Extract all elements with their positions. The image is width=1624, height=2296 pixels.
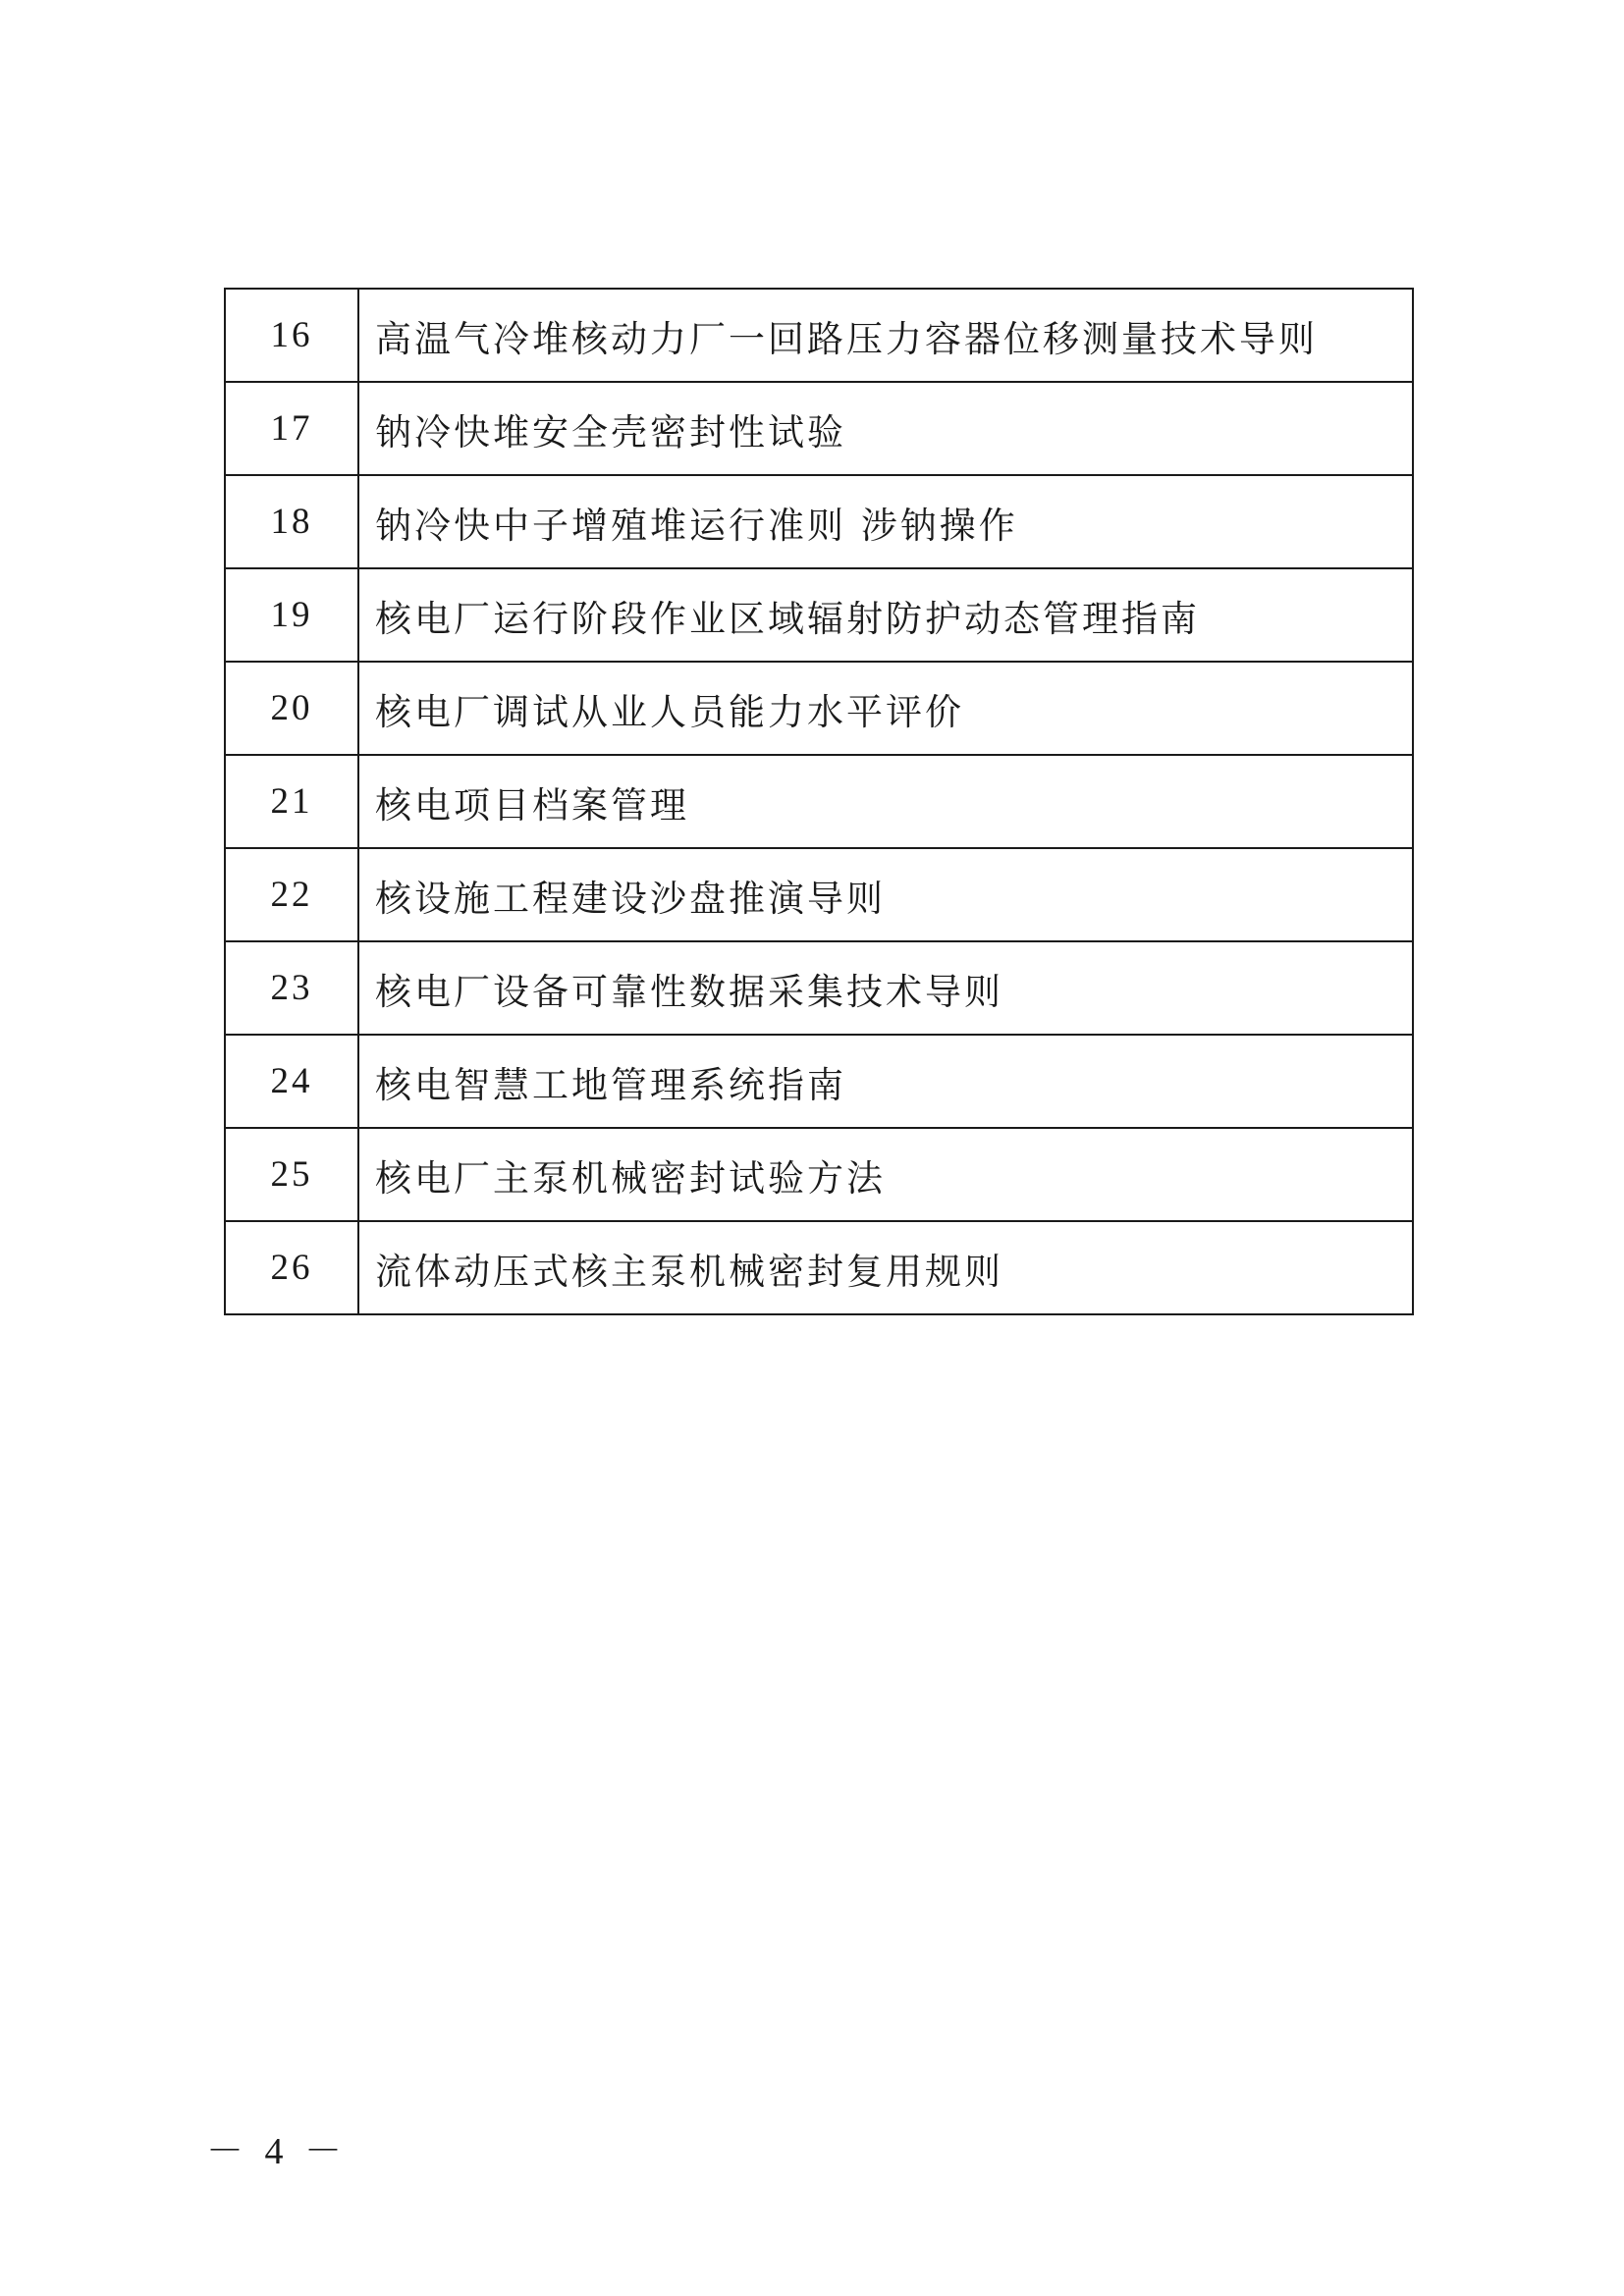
row-number: 16 xyxy=(225,289,358,382)
standard-title: 流体动压式核主泵机械密封复用规则 xyxy=(358,1221,1413,1314)
table-row xyxy=(225,1221,1413,1314)
row-number: 21 xyxy=(225,755,358,848)
row-number: 18 xyxy=(225,475,358,568)
standard-title: 高温气冷堆核动力厂一回路压力容器位移测量技术导则 xyxy=(358,289,1413,382)
row-number: 20 xyxy=(225,662,358,755)
standard-title: 核电项目档案管理 xyxy=(358,755,1413,848)
standards-table xyxy=(224,288,1414,1315)
row-number: 26 xyxy=(225,1221,358,1314)
row-number: 17 xyxy=(225,382,358,475)
standard-title: 核电厂运行阶段作业区域辐射防护动态管理指南 xyxy=(358,568,1413,662)
row-number: 22 xyxy=(225,848,358,941)
standard-title: 核电智慧工地管理系统指南 xyxy=(358,1035,1413,1128)
standard-title: 钠冷快堆安全壳密封性试验 xyxy=(358,382,1413,475)
standard-title: 核电厂调试从业人员能力水平评价 xyxy=(358,662,1413,755)
row-number: 19 xyxy=(225,568,358,662)
table-row xyxy=(225,1128,1413,1221)
table-row xyxy=(225,475,1413,568)
table-row xyxy=(225,1035,1413,1128)
standard-title: 钠冷快中子增殖堆运行准则 涉钠操作 xyxy=(358,475,1413,568)
table-row xyxy=(225,848,1413,941)
page-number: － 4 － xyxy=(206,2131,349,2172)
standard-title: 核电厂主泵机械密封试验方法 xyxy=(358,1128,1413,1221)
row-number: 23 xyxy=(225,941,358,1035)
table-row xyxy=(225,568,1413,662)
standard-title: 核电厂设备可靠性数据采集技术导则 xyxy=(358,941,1413,1035)
table-row xyxy=(225,662,1413,755)
row-number: 25 xyxy=(225,1128,358,1221)
table-row xyxy=(225,941,1413,1035)
table-row xyxy=(225,755,1413,848)
row-number: 24 xyxy=(225,1035,358,1128)
table-row xyxy=(225,289,1413,382)
table-row xyxy=(225,382,1413,475)
standard-title: 核设施工程建设沙盘推演导则 xyxy=(358,848,1413,941)
